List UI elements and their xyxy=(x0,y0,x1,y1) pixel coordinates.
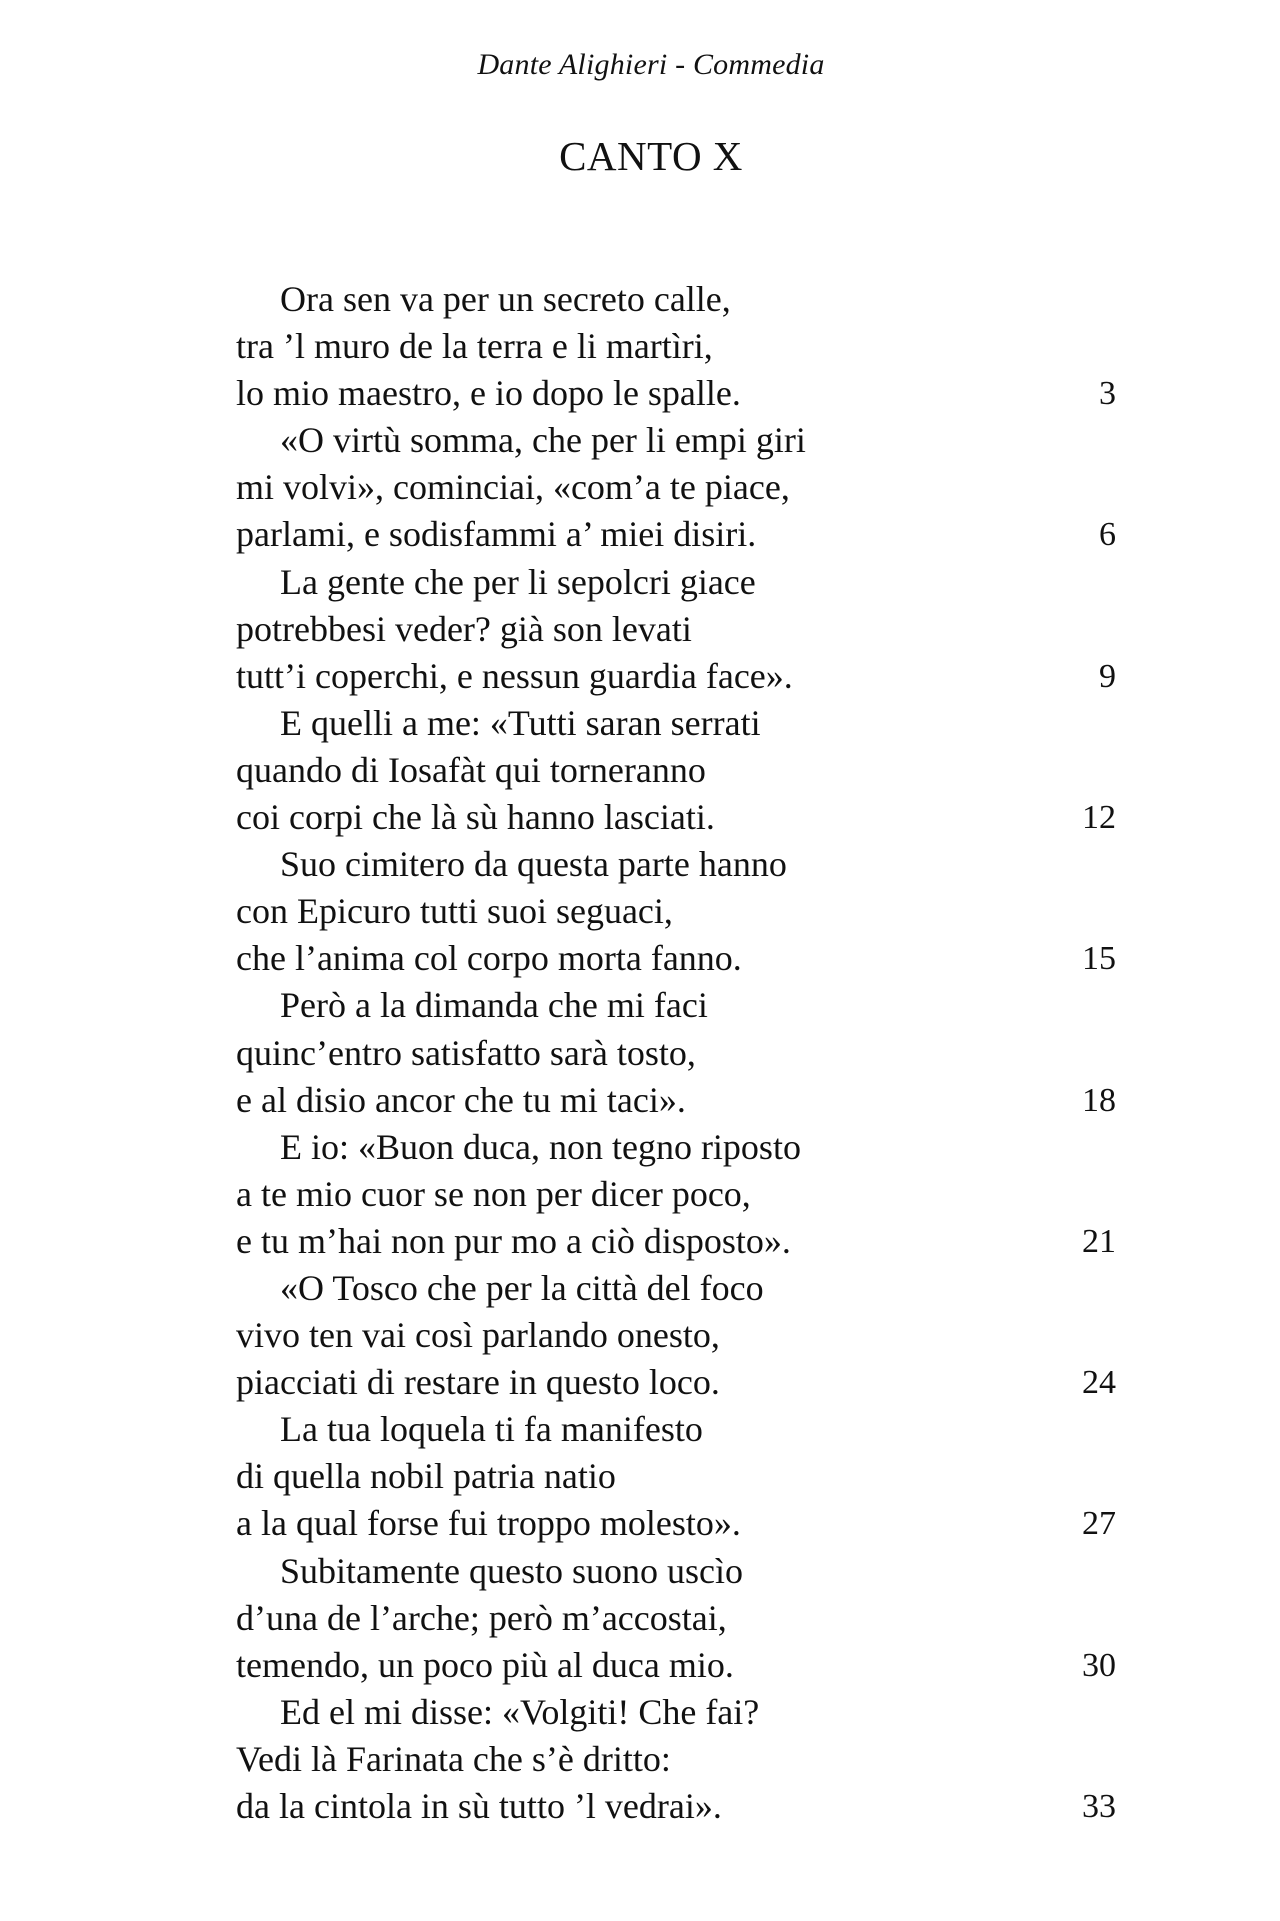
line-number: 33 xyxy=(1082,1788,1116,1825)
verse-line xyxy=(236,1783,1116,1830)
verse-line: vivo ten vai così parlando onesto, xyxy=(236,1315,720,1356)
verse-line xyxy=(236,1077,1116,1124)
verse-line: quando di Iosafàt qui torneranno xyxy=(236,749,706,790)
verse-line: Subitamente questo suono uscìo xyxy=(280,1550,743,1591)
tercet xyxy=(236,417,1116,558)
verse-line xyxy=(236,1500,1116,1547)
line-number: 15 xyxy=(1082,940,1116,978)
verse-line xyxy=(236,794,1116,841)
verse-text: e tu m’hai non pur mo a ciò disposto». xyxy=(236,1220,791,1261)
verse-line: E quelli a me: «Tutti saran serrati xyxy=(280,702,761,743)
verse-line: con Epicuro tutti suoi seguaci, xyxy=(236,891,673,932)
verse-text: che l’anima col corpo morta fanno. xyxy=(236,938,742,979)
verse-line: d’una de l’arche; però m’accostai, xyxy=(236,1597,727,1638)
verse-line: «O Tosco che per la città del foco xyxy=(280,1267,764,1308)
verse-line: tra ’l muro de la terra e li martìri, xyxy=(236,326,713,367)
tercet xyxy=(236,559,1116,700)
tercet xyxy=(236,1124,1116,1265)
tercet xyxy=(236,1689,1116,1830)
verse-text: temendo, un poco più al duca mio. xyxy=(236,1644,734,1685)
verse-line: Però a la dimanda che mi faci xyxy=(280,985,708,1026)
line-number: 21 xyxy=(1082,1222,1116,1260)
verse-text: lo mio maestro, e io dopo le spalle. xyxy=(236,373,741,414)
line-number: 24 xyxy=(1082,1364,1116,1402)
verse-text: coi corpi che là sù hanno lasciati. xyxy=(236,797,715,838)
line-number: 9 xyxy=(1099,657,1116,695)
verse-text: piacciati di restare in questo loco. xyxy=(236,1362,720,1403)
tercet xyxy=(236,982,1116,1123)
verse-line: a te mio cuor se non per dicer poco, xyxy=(236,1173,751,1214)
tercet xyxy=(236,1406,1116,1547)
verse-line xyxy=(236,653,1116,700)
line-number: 27 xyxy=(1082,1505,1116,1543)
line-number: 30 xyxy=(1082,1646,1116,1684)
verse-text: da la cintola in sù tutto ’l vedrai». xyxy=(236,1786,722,1826)
line-number: 12 xyxy=(1082,799,1116,837)
line-number: 3 xyxy=(1099,375,1116,413)
verse-line xyxy=(236,935,1116,982)
verse-line: La tua loquela ti fa manifesto xyxy=(280,1409,703,1450)
verse-line xyxy=(236,1359,1116,1406)
verse-line: quinc’entro satisfatto sarà tosto, xyxy=(236,1032,696,1073)
verse-text: e al disio ancor che tu mi taci». xyxy=(236,1079,686,1120)
line-number: 6 xyxy=(1099,516,1116,554)
tercet xyxy=(236,841,1116,982)
poem-body xyxy=(236,276,1116,1830)
verse-text: parlami, e sodisfammi a’ miei disiri. xyxy=(236,514,757,555)
tercet xyxy=(236,1548,1116,1689)
verse-line: di quella nobil patria natio xyxy=(236,1456,616,1497)
running-header: Dante Alighieri - Commedia xyxy=(477,48,825,81)
tercet xyxy=(236,1265,1116,1406)
verse-line: E io: «Buon duca, non tegno riposto xyxy=(280,1126,801,1167)
line-number: 18 xyxy=(1082,1081,1116,1119)
verse-line xyxy=(236,1642,1116,1689)
canto-title: CANTO X xyxy=(559,133,743,179)
verse-line: Ed el mi disse: «Volgiti! Che fai? xyxy=(280,1691,760,1732)
verse-line: Ora sen va per un secreto calle, xyxy=(280,279,731,319)
tercet xyxy=(236,276,1116,417)
verse-line: Suo cimitero da questa parte hanno xyxy=(280,844,787,885)
verse-line: «O virtù somma, che per li empi giri xyxy=(280,420,806,461)
verse-line: Vedi là Farinata che s’è dritto: xyxy=(236,1738,671,1779)
verse-text: tutt’i coperchi, e nessun guardia face». xyxy=(236,655,793,696)
verse-line: mi volvi», cominciai, «com’a te piace, xyxy=(236,467,790,508)
verse-text: a la qual forse fui troppo molesto». xyxy=(236,1503,741,1544)
verse-line xyxy=(236,370,1116,417)
verse-line: potrebbesi veder? già son levati xyxy=(236,608,692,649)
verse-line: La gente che per li sepolcri giace xyxy=(280,561,756,602)
tercet xyxy=(236,700,1116,841)
verse-line xyxy=(236,511,1116,558)
verse-line xyxy=(236,1218,1116,1265)
